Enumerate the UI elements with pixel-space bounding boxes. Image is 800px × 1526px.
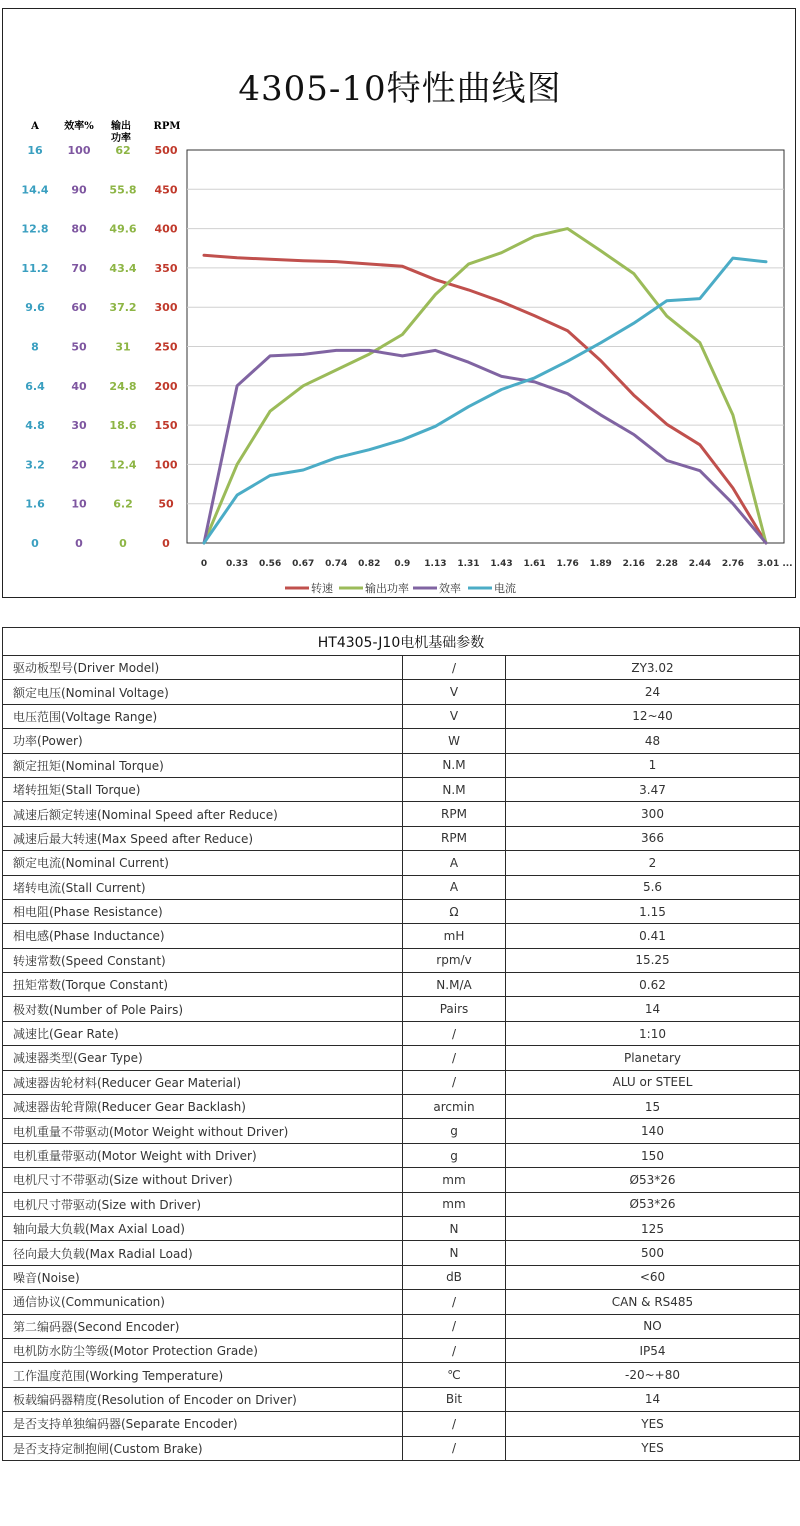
x-tick-label: 0.82	[358, 559, 381, 569]
power-tick-label: 49.6	[109, 222, 137, 236]
table-row	[3, 1143, 800, 1167]
efficiency-tick-label: 60	[71, 301, 87, 315]
param-name-cell: 相电阻(Phase Resistance)	[3, 899, 403, 923]
param-value-cell: 0.41	[506, 924, 800, 948]
table-row	[3, 1241, 800, 1265]
param-name-cell: 减速后额定转速(Nominal Speed after Reduce)	[3, 802, 403, 826]
rpm-tick-label: 100	[154, 458, 178, 472]
param-value-cell: <60	[506, 1265, 800, 1289]
param-value-cell: -20~+80	[506, 1363, 800, 1387]
x-tick-label: 0.74	[325, 559, 348, 569]
param-unit-cell: Ω	[403, 899, 506, 923]
table-row	[3, 1436, 800, 1460]
param-value-cell: 24	[506, 680, 800, 704]
param-value-cell: 2	[506, 851, 800, 875]
table-row	[3, 1095, 800, 1119]
param-unit-cell: rpm/v	[403, 948, 506, 972]
table-row	[3, 899, 800, 923]
power-tick-label: 6.2	[113, 497, 133, 511]
param-name-cell: 减速器齿轮背隙(Reducer Gear Backlash)	[3, 1095, 403, 1119]
param-unit-cell: /	[403, 1021, 506, 1045]
param-unit-cell: V	[403, 680, 506, 704]
param-unit-cell: W	[403, 729, 506, 753]
param-value-cell: 366	[506, 826, 800, 850]
param-name-cell: 额定电流(Nominal Current)	[3, 851, 403, 875]
param-name-cell: 电压范围(Voltage Range)	[3, 704, 403, 728]
series-line-3	[204, 258, 766, 543]
param-unit-cell: /	[403, 1046, 506, 1070]
table-row	[3, 729, 800, 753]
efficiency-tick-label: 70	[71, 261, 87, 275]
table-row	[3, 1046, 800, 1070]
param-unit-cell: A	[403, 875, 506, 899]
param-name-cell: 工作温度范围(Working Temperature)	[3, 1363, 403, 1387]
param-unit-cell: arcmin	[403, 1095, 506, 1119]
param-name-cell: 功率(Power)	[3, 729, 403, 753]
param-value-cell: 5.6	[506, 875, 800, 899]
param-value-cell: YES	[506, 1436, 800, 1460]
axis-header-current: A	[31, 121, 39, 132]
param-unit-cell: g	[403, 1143, 506, 1167]
current-tick-label: 16	[27, 144, 43, 157]
param-value-cell: 140	[506, 1119, 800, 1143]
param-value-cell: 14	[506, 1387, 800, 1411]
rpm-tick-label: 250	[154, 340, 178, 354]
x-tick-label: 3.01 ...	[757, 559, 793, 569]
param-name-cell: 额定电压(Nominal Voltage)	[3, 680, 403, 704]
param-value-cell: 1:10	[506, 1021, 800, 1045]
power-tick-label: 24.8	[109, 379, 137, 393]
param-unit-cell: N.M	[403, 777, 506, 801]
param-unit-cell: N.M	[403, 753, 506, 777]
param-value-cell: 300	[506, 802, 800, 826]
current-tick-label: 9.6	[25, 301, 45, 315]
power-tick-label: 0	[119, 537, 127, 550]
current-tick-label: 11.2	[21, 261, 49, 275]
param-name-cell: 极对数(Number of Pole Pairs)	[3, 997, 403, 1021]
param-unit-cell: Bit	[403, 1387, 506, 1411]
current-tick-label: 3.2	[25, 458, 45, 472]
param-unit-cell: RPM	[403, 826, 506, 850]
param-name-cell: 是否支持定制抱闸(Custom Brake)	[3, 1436, 403, 1460]
param-unit-cell: dB	[403, 1265, 506, 1289]
table-row	[3, 851, 800, 875]
param-value-cell: CAN & RS485	[506, 1290, 800, 1314]
rpm-tick-label: 500	[154, 144, 178, 157]
param-value-cell: 150	[506, 1143, 800, 1167]
chart-title: 4305-10特性曲线图	[238, 69, 562, 109]
param-unit-cell: N	[403, 1216, 506, 1240]
param-value-cell: IP54	[506, 1338, 800, 1362]
legend-label: 转速	[311, 582, 333, 595]
param-name-cell: 通信协议(Communication)	[3, 1290, 403, 1314]
param-name-cell: 减速器齿轮材料(Reducer Gear Material)	[3, 1070, 403, 1094]
table-row	[3, 1387, 800, 1411]
power-tick-label: 12.4	[109, 458, 137, 472]
x-tick-label: 0.56	[259, 559, 282, 569]
rpm-tick-label: 350	[154, 261, 178, 275]
param-name-cell: 扭矩常数(Torque Constant)	[3, 973, 403, 997]
param-value-cell: 15.25	[506, 948, 800, 972]
param-unit-cell: mH	[403, 924, 506, 948]
current-tick-label: 1.6	[25, 497, 45, 511]
x-tick-label: 2.28	[655, 559, 678, 569]
rpm-tick-label: 50	[158, 497, 174, 511]
x-tick-label: 1.31	[457, 559, 480, 569]
param-unit-cell: /	[403, 1290, 506, 1314]
param-value-cell: 1	[506, 753, 800, 777]
spec-body	[3, 656, 800, 1461]
x-tick-label: 1.89	[589, 559, 612, 569]
current-tick-label: 6.4	[25, 379, 45, 393]
x-tick-label: 2.44	[688, 559, 711, 569]
chart-svg	[3, 9, 797, 599]
param-name-cell: 是否支持单独编码器(Separate Encoder)	[3, 1412, 403, 1436]
axis-header-rpm: RPM	[153, 121, 181, 132]
table-row	[3, 777, 800, 801]
table-row	[3, 1119, 800, 1143]
param-name-cell: 转速常数(Speed Constant)	[3, 948, 403, 972]
table-row	[3, 1265, 800, 1289]
param-value-cell: 48	[506, 729, 800, 753]
table-row	[3, 1290, 800, 1314]
power-tick-label: 43.4	[109, 261, 137, 275]
efficiency-tick-label: 20	[71, 458, 87, 472]
table-row	[3, 802, 800, 826]
table-row	[3, 1216, 800, 1240]
spec-table	[2, 627, 800, 1461]
param-unit-cell: /	[403, 1412, 506, 1436]
power-tick-label: 62	[115, 144, 131, 157]
x-tick-label: 1.76	[556, 559, 579, 569]
param-unit-cell: A	[403, 851, 506, 875]
x-tick-label: 1.43	[490, 559, 513, 569]
current-tick-label: 14.4	[21, 183, 49, 197]
param-value-cell: NO	[506, 1314, 800, 1338]
param-value-cell: 3.47	[506, 777, 800, 801]
x-tick-label: 2.76	[721, 559, 745, 569]
param-value-cell: 500	[506, 1241, 800, 1265]
power-tick-label: 37.2	[109, 301, 137, 315]
param-value-cell: 12~40	[506, 704, 800, 728]
efficiency-tick-label: 0	[75, 537, 83, 550]
table-row	[3, 680, 800, 704]
x-tick-label: 0.33	[225, 559, 249, 569]
param-unit-cell: ℃	[403, 1363, 506, 1387]
param-name-cell: 额定扭矩(Nominal Torque)	[3, 753, 403, 777]
x-tick-label: 1.61	[523, 559, 546, 569]
legend-label: 效率	[439, 582, 461, 595]
rpm-tick-label: 200	[154, 379, 178, 393]
chart-frame	[2, 8, 796, 598]
table-title: HT4305-J10电机基础参数	[3, 628, 800, 656]
param-value-cell: YES	[506, 1412, 800, 1436]
param-value-cell: 1.15	[506, 899, 800, 923]
table-row	[3, 1168, 800, 1192]
axis-header-efficiency: 效率%	[64, 121, 94, 132]
param-name-cell: 径向最大负载(Max Radial Load)	[3, 1241, 403, 1265]
efficiency-tick-label: 10	[71, 497, 87, 511]
current-tick-label: 8	[31, 340, 39, 354]
param-name-cell: 减速比(Gear Rate)	[3, 1021, 403, 1045]
table-row	[3, 924, 800, 948]
efficiency-tick-label: 30	[71, 419, 87, 433]
table-row	[3, 704, 800, 728]
param-name-cell: 电机重量不带驱动(Motor Weight without Driver)	[3, 1119, 403, 1143]
table-row	[3, 973, 800, 997]
param-unit-cell: /	[403, 1338, 506, 1362]
power-tick-label: 18.6	[109, 419, 137, 433]
param-name-cell: 堵转电流(Stall Current)	[3, 875, 403, 899]
table-row	[3, 1070, 800, 1094]
table-row	[3, 875, 800, 899]
param-value-cell: ZY3.02	[506, 656, 800, 680]
series-line-2	[204, 350, 766, 543]
rpm-tick-label: 450	[154, 183, 178, 197]
param-unit-cell: mm	[403, 1192, 506, 1216]
param-name-cell: 驱动板型号(Driver Model)	[3, 656, 403, 680]
power-tick-label: 31	[115, 340, 131, 354]
param-unit-cell: /	[403, 656, 506, 680]
param-name-cell: 第二编码器(Second Encoder)	[3, 1314, 403, 1338]
rpm-tick-label: 400	[154, 222, 178, 236]
param-value-cell: 0.62	[506, 973, 800, 997]
param-name-cell: 电机尺寸带驱动(Size with Driver)	[3, 1192, 403, 1216]
x-tick-label: 0.9	[394, 559, 411, 569]
table-row	[3, 753, 800, 777]
efficiency-tick-label: 80	[71, 222, 87, 236]
table-row	[3, 1338, 800, 1362]
param-unit-cell: g	[403, 1119, 506, 1143]
table-row	[3, 1363, 800, 1387]
param-name-cell: 轴向最大负载(Max Axial Load)	[3, 1216, 403, 1240]
efficiency-tick-label: 100	[67, 144, 91, 157]
param-value-cell: Ø53*26	[506, 1168, 800, 1192]
param-unit-cell: /	[403, 1314, 506, 1338]
x-tick-label: 0.67	[292, 559, 315, 569]
legend-label: 电流	[494, 582, 516, 595]
param-name-cell: 减速器类型(Gear Type)	[3, 1046, 403, 1070]
table-row	[3, 656, 800, 680]
param-unit-cell: /	[403, 1070, 506, 1094]
param-name-cell: 堵转扭矩(Stall Torque)	[3, 777, 403, 801]
table-row	[3, 1192, 800, 1216]
power-tick-label: 55.8	[109, 183, 137, 197]
param-name-cell: 相电感(Phase Inductance)	[3, 924, 403, 948]
legend-label: 输出功率	[365, 582, 409, 595]
efficiency-tick-label: 50	[71, 340, 87, 354]
param-unit-cell: /	[403, 1436, 506, 1460]
x-tick-label: 2.16	[622, 559, 645, 569]
param-value-cell: 15	[506, 1095, 800, 1119]
param-value-cell: 14	[506, 997, 800, 1021]
param-unit-cell: N.M/A	[403, 973, 506, 997]
param-value-cell: Ø53*26	[506, 1192, 800, 1216]
param-value-cell: 125	[506, 1216, 800, 1240]
param-unit-cell: mm	[403, 1168, 506, 1192]
param-unit-cell: Pairs	[403, 997, 506, 1021]
table-row	[3, 1412, 800, 1436]
param-value-cell: Planetary	[506, 1046, 800, 1070]
rpm-tick-label: 300	[154, 301, 178, 315]
param-name-cell: 减速后最大转速(Max Speed after Reduce)	[3, 826, 403, 850]
param-unit-cell: N	[403, 1241, 506, 1265]
axis-header-output-power: 输出功率	[111, 121, 131, 144]
rpm-tick-label: 150	[154, 419, 178, 433]
current-tick-label: 4.8	[25, 419, 45, 433]
x-tick-label: 1.13	[424, 559, 447, 569]
table-row	[3, 1021, 800, 1045]
param-name-cell: 电机重量带驱动(Motor Weight with Driver)	[3, 1143, 403, 1167]
table-row	[3, 1314, 800, 1338]
table-row	[3, 826, 800, 850]
param-name-cell: 电机尺寸不带驱动(Size without Driver)	[3, 1168, 403, 1192]
efficiency-tick-label: 40	[71, 379, 87, 393]
param-value-cell: ALU or STEEL	[506, 1070, 800, 1094]
param-unit-cell: RPM	[403, 802, 506, 826]
efficiency-tick-label: 90	[71, 183, 87, 197]
param-name-cell: 噪音(Noise)	[3, 1265, 403, 1289]
table-row	[3, 948, 800, 972]
rpm-tick-label: 0	[162, 537, 170, 550]
x-tick-label: 0	[200, 559, 208, 569]
current-tick-label: 12.8	[21, 222, 49, 236]
current-tick-label: 0	[31, 537, 39, 550]
param-unit-cell: V	[403, 704, 506, 728]
table-row	[3, 997, 800, 1021]
param-name-cell: 板载编码器精度(Resolution of Encoder on Driver)	[3, 1387, 403, 1411]
param-name-cell: 电机防水防尘等级(Motor Protection Grade)	[3, 1338, 403, 1362]
